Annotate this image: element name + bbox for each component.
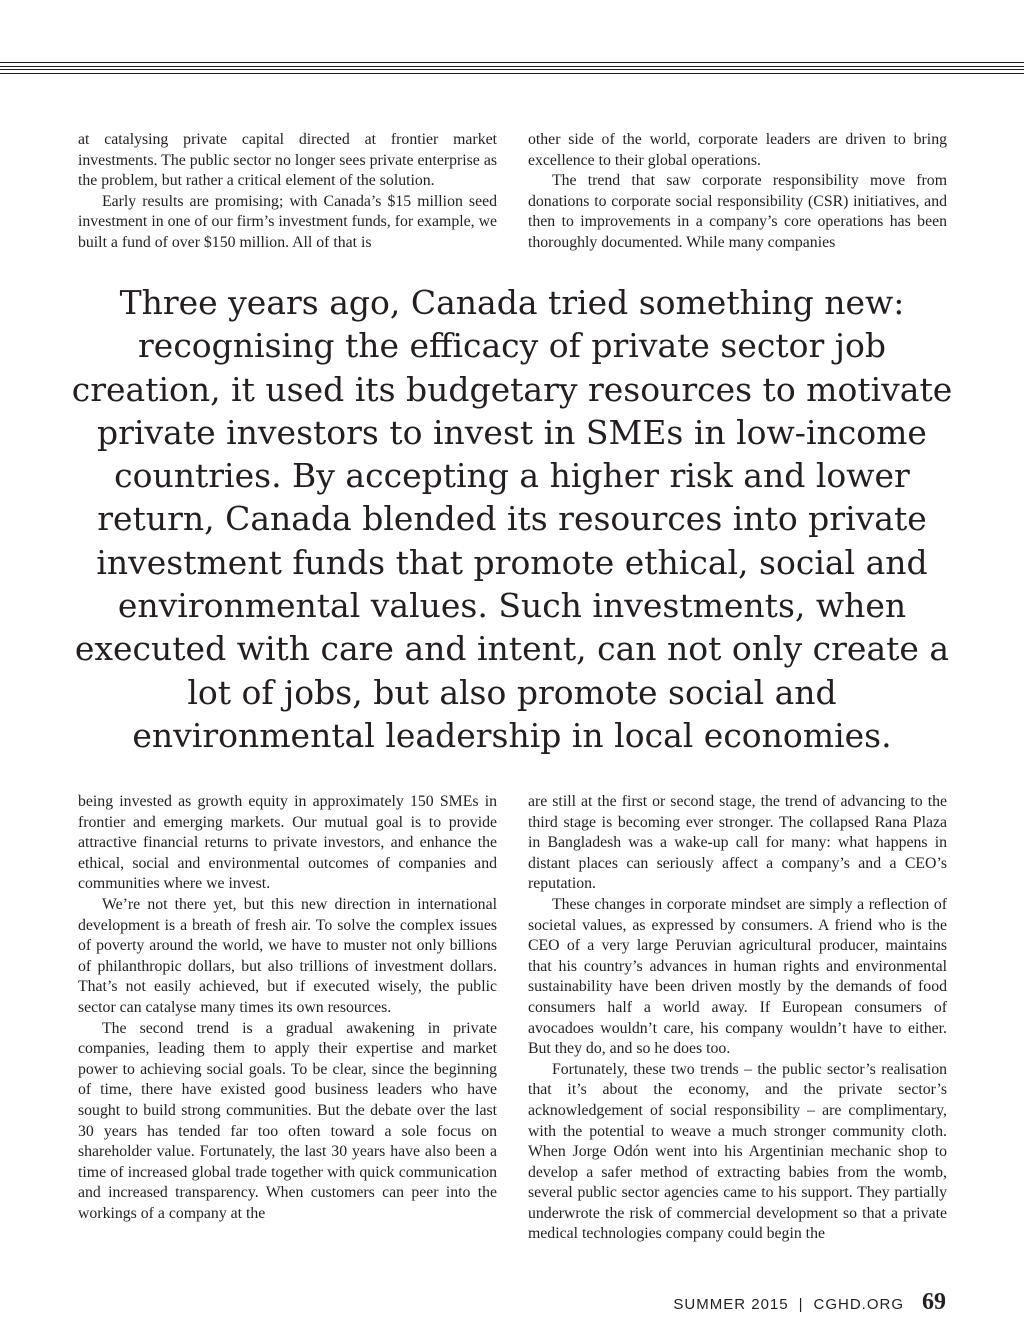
page-number: 69 xyxy=(922,1289,946,1315)
top-left-column xyxy=(78,130,497,254)
bottom-left-column xyxy=(78,792,497,1224)
paragraph: Early results are promising; with Canada’s $15 million seed investment in one of our firm’s investment funds, for example, we built a fund of over $150 million. All of that is xyxy=(78,192,497,251)
header-rule xyxy=(0,62,1024,63)
bottom-right-column xyxy=(528,792,947,1245)
paragraph: being invested as growth equity in approximately 150 SMEs in frontier and emerging markets. Our mutual goal is to provide attractive financial returns to private investors, and enhance the ethical, social and environmental outcomes of companies and communities where we invest. xyxy=(78,793,497,893)
pull-quote: Three years ago, Canada tried something new: recognising the efficacy of private sector job creation, it used its budgetary resources to motivate private investors to invest in SMEs in low-income countries. By accepting a higher risk and lower return, Canada blended its resources into private investment funds that promote ethical, social and environmental values. Such investments, when executed with care and intent, can not only create a lot of jobs, but also promote social and environmental leadership in local economies. xyxy=(71,283,953,755)
footer-separator: | xyxy=(798,1296,804,1313)
paragraph: other side of the world, corporate leaders are driven to bring excellence to their global operations. xyxy=(528,131,947,169)
page-footer xyxy=(673,1289,946,1316)
paragraph: Fortunately, these two trends – the public sector’s realisation that it’s about the economy, and the private sector’s acknowledgement of social responsibility – are complimentary, with the potential to weave a much stronger community cloth. When Jorge Odón went into his Argentinian mechanic shop to develop a safer method of extracting babies from the womb, several public sector agencies came to his support. They partially underwrote the risk of commercial development so that a private medical technologies company could begin the xyxy=(528,1060,947,1243)
paragraph: The second trend is a gradual awakening in private companies, leading them to apply their expertise and market power to achieving social goals. To be clear, since the beginning of time, there have existed good business leaders who have sought to build strong communities. But the debate over the last 30 years has tended far too often toward a sole focus on shareholder value. Fortunately, the last 30 years have also been a time of increased global trade together with quick communication and increased transparency. When customers can peer into the workings of a company at the xyxy=(78,1019,497,1222)
site-label: CGHD.ORG xyxy=(813,1296,904,1313)
header-rule xyxy=(0,66,1024,67)
paragraph: The trend that saw corporate responsibility move from donations to corporate social responsibility (CSR) initiatives, and then to improvements in a company’s core operations has been thoroughly documented. While many companies xyxy=(528,172,947,251)
paragraph: These changes in corporate mindset are simply a reflection of societal values, as expressed by consumers. A friend who is the CEO of a very large Peruvian agricultural producer, maintains that his country’s advances in human rights and environmental sustainability have been driven mostly by the demands of food consumers half a world away. If European consumers of avocadoes wouldn’t care, his company wouldn’t have to either. But they do, and so he does too. xyxy=(528,895,947,1058)
header-rule xyxy=(0,69,1024,70)
header-rule xyxy=(0,73,1024,74)
top-right-column xyxy=(528,130,947,254)
paragraph: We’re not there yet, but this new direction in international development is a breath of fresh air. To solve the complex issues of poverty around the world, we have to muster not only billions of philanthropic dollars, but also trillions of investment dollars. That’s not easily achieved, but if executed wisely, the public sector can catalyse many times its own resources. xyxy=(78,895,497,1016)
paragraph: at catalysing private capital directed at frontier market investments. The public sector no longer sees private enterprise as the problem, but rather a critical element of the solution. xyxy=(78,131,497,190)
header-rules xyxy=(0,62,1024,76)
issue-label: SUMMER 2015 xyxy=(673,1296,789,1313)
paragraph: are still at the first or second stage, the trend of advancing to the third stage is becoming ever stronger. The collapsed Rana Plaza in Bangladesh was a wake-up call for many: what happens in distant places can seriously affect a company’s and a CEO’s reputation. xyxy=(528,793,947,893)
